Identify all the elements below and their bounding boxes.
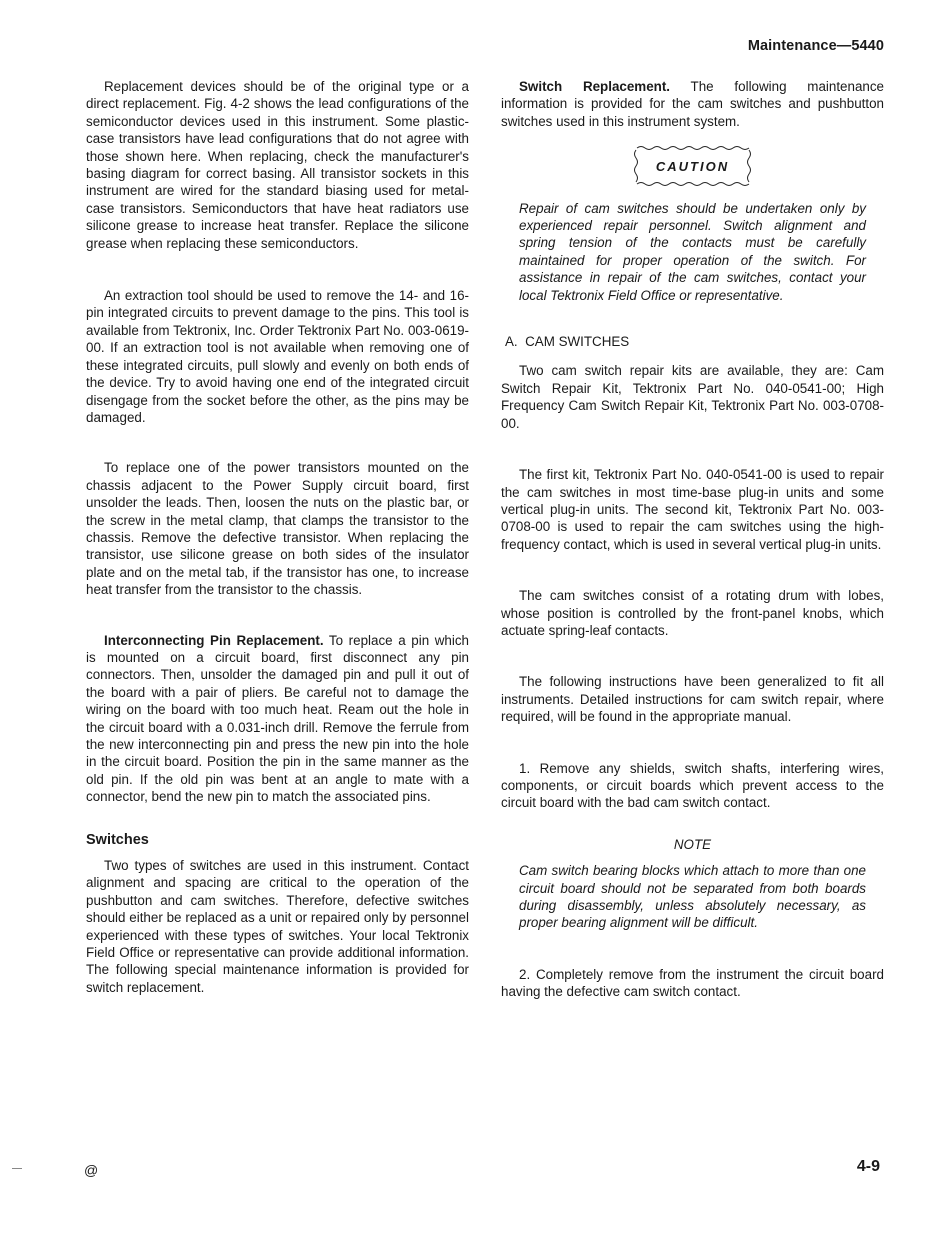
paragraph-power-transistors: To replace one of the power transistors mounted on the chassis adjacent to the Power Supply circuit board, first unsolder the leads. Then, loosen the nuts on the plastic bar, or the screw in the metal clamp, that clamps the transistor to the chassis. Remove the defective transistor. When replacing the transistor, use silicone grease on both sides of the insulator plate and on the metal tab, if the transistor has one, to increase heat transfer from the transistor to the chassis. <box>86 460 469 598</box>
interconnecting-pin-heading: Interconnecting Pin Replacement. <box>104 632 324 648</box>
footer-mark: @ <box>84 1162 99 1178</box>
cam-switches-heading: A. CAM SWITCHES <box>505 334 630 350</box>
switch-replacement-body: The following maintenance information is provided for the cam switches and pushbutton switches used in this instrument system. <box>501 79 884 129</box>
caution-text: Repair of cam switches should be undertaken only by experienced repair personnel. Switch alignment and spring tension of the contacts must be carefully maintained for proper operation of the switch. For assistance in repair of the cam switches, contact your local Tektronix Field Office or representative. <box>519 200 866 303</box>
page-number: 4-9 <box>856 1158 880 1175</box>
switch-replacement-heading: Switch Replacement. <box>519 79 671 94</box>
paragraph-repair-kits: Two cam switch repair kits are available, they are: Cam Switch Repair Kit, Tektronix Part No. 040-0541-00; High Frequency Cam Switch Repair Kit, Tektronix Part No. 003-0708-00. <box>501 363 884 431</box>
paragraph-interconnecting-pin <box>86 632 469 806</box>
caution-box <box>501 144 884 189</box>
right-column <box>501 78 884 1001</box>
paragraph-instructions: The following instructions have been generalized to fit all instruments. Detailed instructions for cam switch repair, where required, will be found in the appropriate manual. <box>501 674 884 725</box>
paragraph-cam-drum: The cam switches consist of a rotating drum with lobes, whose position is controlled by the front-panel knobs, which actuate spring-leaf contacts. <box>501 588 884 638</box>
note-label: NOTE <box>673 836 712 852</box>
caution-label: CAUTION <box>655 159 730 175</box>
paragraph-replacement-devices: Replacement devices should be of the original type or a direct replacement. Fig. 4-2 shows the lead configurations of the semiconductor devices used in this instrument. Some plastic-case transistors have lead configurations that do not agree with those shown here. When replacing, check the manufacturer's basing diagram for correct basing. All transistor sockets in this instrument are wired for the standard biasing used for metal-case transistors. Semiconductors that have heat radiators use silicone grease to increase heat transfer. Replace the silicone grease when replacing these semiconductors. <box>86 79 469 251</box>
step-2: 2. Completely remove from the instrument the circuit board having the defective cam switch contact. <box>501 966 884 1000</box>
page-header: Maintenance—5440 <box>747 38 884 54</box>
step-1: 1. Remove any shields, switch shafts, interfering wires, components, or circuit boards which prevent access to the circuit board with the bad cam switch contact. <box>501 760 884 811</box>
margin-dash <box>12 1168 22 1169</box>
note-text: Cam switch bearing blocks which attach to more than one circuit board should not be separated from both boards during disassembly, unless absolutely necessary, as proper bearing alignment will be difficult. <box>519 863 866 931</box>
interconnecting-pin-body: To replace a pin which is mounted on a circuit board, first disconnect any pin connectors. Then, unsolder the damaged pin and pull it out of the board with a pair of pliers. Be careful not to damage the wiring on the board with too much heat. Ream out the hole in the circuit board with a 0.031-inch drill. Remove the ferrule from the new interconnecting pin and press the new pin into the hole in the circuit board. Position the pin in the same manner as the old pin. If the old pin was bent at an angle to mate with a connector, bend the new pin to match the associated pins. <box>86 632 469 805</box>
caution-frame <box>633 144 753 189</box>
paragraph-extraction-tool: An extraction tool should be used to remove the 14- and 16-pin integrated circuits to prevent damage to the pins. This tool is available from Tektronix, Inc. Order Tektronix Part No. 003-0619-00. If an extraction tool is not available when removing one of these integrated circuits, pull slowly and evenly on both ends of the device. Try to avoid having one end of the integrated circuit disengage from the socket before the other, as the pins may be damaged. <box>86 288 469 425</box>
left-column <box>86 78 469 996</box>
switches-heading: Switches <box>86 831 149 848</box>
paragraph-switches: Two types of switches are used in this instrument. Contact alignment and spacing are critical to the operation of the pushbutton and cam switches. Therefore, defective switches should either be replaced as a unit or repaired only by personnel experienced with these types of switches. Your local Tektronix Field Office or representative can provide additional information. The following special maintenance information is provided for switch replacement. <box>86 858 469 995</box>
paragraph-switch-replacement <box>501 78 884 130</box>
paragraph-first-kit: The first kit, Tektronix Part No. 040-0541-00 is used to repair the cam switches in most time-base plug-in units and some vertical plug-in units. The second kit, Tektronix Part No. 003-0708-00 is used to repair the cam switches using the high-frequency contact, which is used in several vertical plug-in units. <box>501 467 884 552</box>
